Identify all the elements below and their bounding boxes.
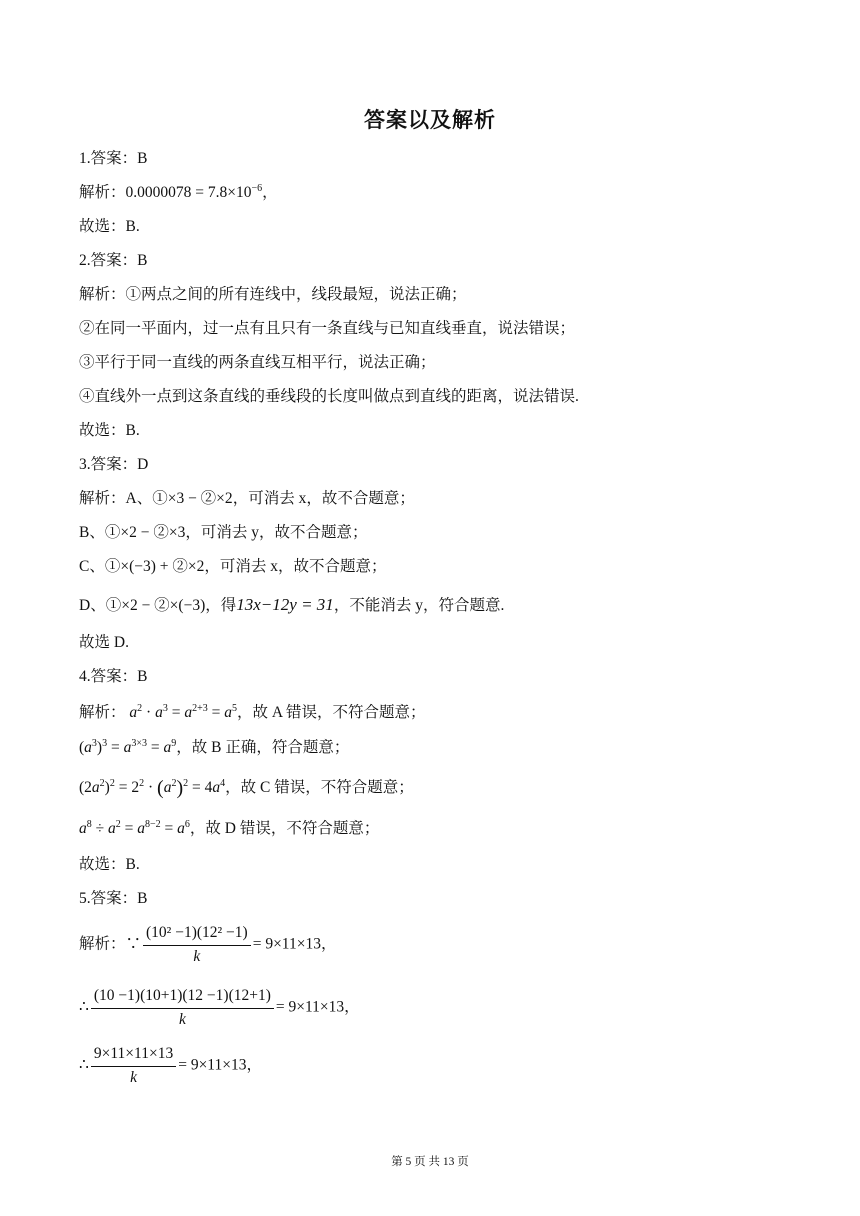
q5-numerator-1: (10² −1)(12² −1)	[143, 923, 251, 946]
q5-numerator-3: 9×11×11×13	[91, 1044, 176, 1067]
q2-choose: 故选：B.	[79, 422, 140, 439]
q2-explanation-1: 解析：①两点之间的所有连线中，线段最短，说法正确；	[79, 286, 467, 303]
q5-fraction-3	[91, 1044, 176, 1087]
q5-denominator-1: k	[193, 948, 201, 965]
q3-choose: 故选 D.	[79, 634, 129, 651]
q4-math-d: $a^8 \div a^2 = a^{8-2} = a^6$	[79, 818, 190, 837]
q4-explanation-a: 解析： $a^2 \cdot a^3 = a^{2+3} = a^5$，故 A 错误，不符合题意；	[79, 702, 426, 721]
q4-choose: 故选：B.	[79, 856, 140, 873]
q5-explanation-1: 解析：∵ $\frac{\text{(10² −1)(12² −1)}}{k}$ = 9×11×13，	[79, 924, 337, 965]
q3-explanation-d: D、①×2 − ②×(−3)，得13x−12y = 31，不能消去 y，符合题意.	[79, 595, 505, 614]
page-title: 答案以及解析	[364, 108, 496, 132]
q5-denominator-2: k	[178, 1011, 186, 1028]
q3-math-a: ①×3 − ②×2	[152, 490, 233, 507]
q2-explanation-2: ②在同一平面内，过一点有且只有一条直线与已知直线垂直，说法错误；	[79, 320, 576, 337]
q3-math-d: ①×2 − ②×(−3)	[105, 597, 206, 614]
q3-explanation-a: 解析：A、①×3 − ②×2，可消去 x，故不合题意；	[79, 490, 415, 507]
q3-math-c: ①×(−3) + ②×2	[104, 558, 205, 575]
q5-fraction-1	[143, 923, 251, 966]
q4-math-c: $(2a^2)^2 = 2^2 \cdot (a^2)^2 = 4a^4$	[79, 777, 226, 799]
q5-denominator-3: k	[130, 1069, 137, 1086]
q1-math: 0.0000078 = 7.8×10	[125, 184, 252, 201]
q3-equation-image: 13x−12y = 31	[236, 595, 334, 614]
q2-explanation-4: ④直线外一点到这条直线的垂线段的长度叫做点到直线的距离，说法错误.	[79, 388, 579, 405]
q4-explanation-d: $a^8 \div a^2 = a^{8-2} = a^6$，故 D 错误，不符合题意；	[79, 818, 380, 837]
q3-answer: 3.答案：D	[79, 456, 149, 473]
q3-math-b: ①×2 − ②×3	[104, 524, 186, 541]
q4-explanation-b: $(a^3)^3 = a^{3\times 3} = a^9$，故 B 正确，符合题意；	[79, 737, 350, 756]
q4-math-b: $(a^3)^3 = a^{3\times 3} = a^9$	[79, 737, 177, 756]
q4-math-a: $a^2 \cdot a^3 = a^{2+3} = a^5$	[129, 702, 237, 721]
q1-explanation: 解析：$0.0000078 = 7.8\times 10^{-6}$，	[79, 182, 278, 201]
q1-exponent: −6	[251, 182, 263, 194]
q3-explanation-b: B、①×2 − ②×3，可消去 y，故不合题意；	[79, 524, 368, 541]
page-footer: 第 5 页 共 13 页	[391, 1156, 469, 1168]
q5-numerator-2: (10 −1)(10+1)(12 −1)(12+1)	[91, 986, 274, 1009]
q1-choose: 故选：B.	[79, 218, 140, 235]
q2-answer: 2.答案：B	[79, 252, 148, 269]
q1-answer: 1.答案：B	[79, 150, 148, 167]
q5-fraction-2	[91, 986, 274, 1029]
q4-answer: 4.答案：B	[79, 668, 148, 685]
q3-explanation-c: C、①×(−3) + ②×2，可消去 x，故不合题意；	[79, 558, 387, 575]
q5-explanation-2: ∴ $\frac{(10 -1)(10+1)(12 -1)(12+1)}{k}$ = 9×11×13，	[79, 987, 360, 1028]
q5-explanation-3: ∴ $\frac{9\times 11\times 11\times 13}{k}$ = 9×11×13，	[79, 1045, 262, 1086]
q5-answer: 5.答案：B	[79, 890, 148, 907]
q2-explanation-3: ③平行于同一直线的两条直线互相平行，说法正确；	[79, 354, 436, 371]
q4-explanation-c: $(2a^2)^2 = 2^2 \cdot (a^2)^2 = 4a^4$，故 C 错误，不符合题意；	[79, 777, 414, 799]
